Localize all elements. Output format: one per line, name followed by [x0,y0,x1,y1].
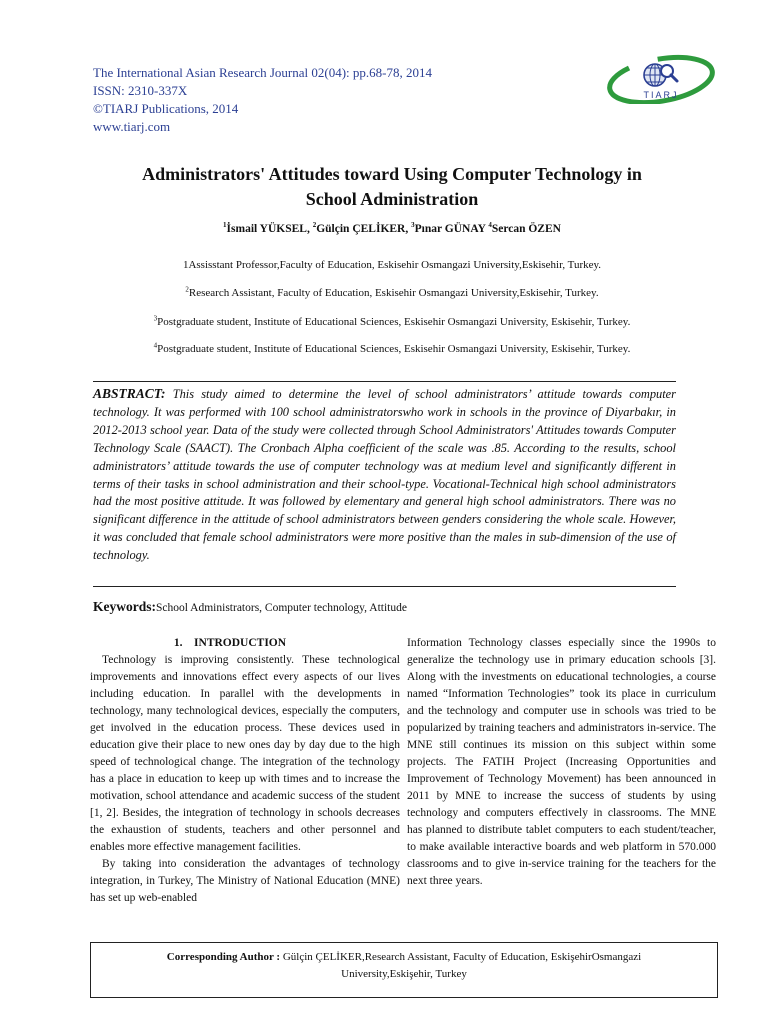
author-list [80,223,704,235]
author-name: İsmail YÜKSEL, [226,223,313,235]
author-mark: 3 [411,221,415,230]
paper-title: Administrators' Attitudes toward Using Computer Technology in School Administration [142,164,642,209]
abstract-bottom-divider [93,586,676,587]
affiliation-1: 1Assisstant Professor,Faculty of Education, Eskisehir Osmangazi University,Eskisehir, Turkey. [182,259,602,271]
author-name: Sercan ÖZEN [491,223,561,235]
journal-issn: ISSN: 2310-337X [93,83,188,98]
corresponding-label: Corresponding Author : [166,951,283,963]
keywords-label: Keywords: [93,599,156,614]
intro-paragraph-1: Technology is improving consistently. These technological improvements and innovations effect every aspects of our lives including education. In parallel with the developments in technology, many technological devices, especially the computers, get involved in the education process. These devices used in education give their place to new ones day by day due to the high speed of technological change. The integration of the technology has a place in education to keep up with times and to increase the motivation, school attendance and academic success of the student [1, 2]. Besides, the integration of technology in schools decreases the exhaustion of students, teachers and other personnel and enables more effective management facilities. [90,654,400,853]
tiarj-logo [606,54,716,104]
corresponding-author-box [90,942,718,998]
corresponding-details-cont: University,Eskişehir, Turkey [341,968,467,980]
intro-paragraph-2: By taking into consideration the advantages of technology integration, in Turkey, The Ministry of National Education (MNE) has set up web-enabled [90,858,400,904]
keywords [93,599,407,615]
abstract-label: ABSTRACT: [93,386,166,401]
keywords-text: School Administrators, Computer technology, Attitude [156,602,407,614]
author-mark: 2 [312,221,317,230]
affiliation-4: $^4$Postgraduate student, Institute of Educational Sciences, Eskisehir Osmangazi University, Eskisehir, Turkey. [153,341,631,355]
author-mark: 4 [488,221,492,230]
author-mark: 1 [223,221,227,230]
section-heading: 1. INTRODUCTION [173,637,287,649]
corresponding-details: Gülçin ÇELİKER,Research Assistant, Faculty of Education, EskişehirOsmangazi [282,951,642,963]
abstract-top-divider [93,381,676,382]
journal-website[interactable]: www.tiarj.com [93,119,171,134]
author-name: Gülçin ÇELİKER, [316,223,412,235]
journal-copyright: ©TIARJ Publications, 2014 [93,101,239,116]
journal-header [93,64,432,136]
affiliation-2: $^2$Research Assistant, Faculty of Education, Eskisehir Osmangazi University,Eskisehir, Turkey. [185,285,599,299]
intro-paragraph-continued: Information Technology classes especially since the 1990s to generalize the technology use in primary education schools [3]. Along with the investments on educational technologies, a course named “Information Technologies” took its place in curriculum and the technology and computer use in schools was tried to be popularized by training teachers and administrators in-service. The MNE still continues its mission on this subject within some projects. The FATIH Project (Increasing Opportunities and Improvement of Technology Movement) has been announced in 2011 by MNE to increase the success of students by using technology and computers effectively in classrooms. The MNE has planned to distribute tablet computers to each student/teacher, to make available interactive boards and web platform in 570.000 classrooms and to give in-service training for the teachers for the next three years. [407,637,716,887]
left-column [90,635,400,907]
abstract [93,385,676,565]
right-column [407,635,716,890]
affiliation-3: $^3$Postgraduate student, Institute of Educational Sciences, Eskisehir Osmangazi University, Eskisehir, Turkey. [153,314,631,328]
abstract-text: This study aimed to determine the level of school administrators’ attitude towards computer technology. It was performed with 100 school administratorswho work in schools in the province of Diyarbakır, in 2012-2013 school year. Data of the study were collected through School Administrators' Attitudes towards Computer Technology Scale (SAACT). The Cronbach Alpha coefficient of the scale was .85. According to the results, school administrators’ attitude towards the use of computer technology was at medium level and significantly different in terms of their tasks in school administration and their school-type. Vocational-Technical high school administrators had the most positive attitude. It was followed by elementary and general high school administrators. There was no significant difference in the attitude of school administrators between genders considering the whole scale. However, it was concluded that female school administrators were more positive than the males in sub-dimension of the use of technology. [93,387,676,563]
logo-text: TIARJ [643,90,679,100]
journal-citation: The International Asian Research Journal 02(04): pp.68-78, 2014 [93,65,432,80]
author-name: Pınar GÜNAY [414,223,489,235]
